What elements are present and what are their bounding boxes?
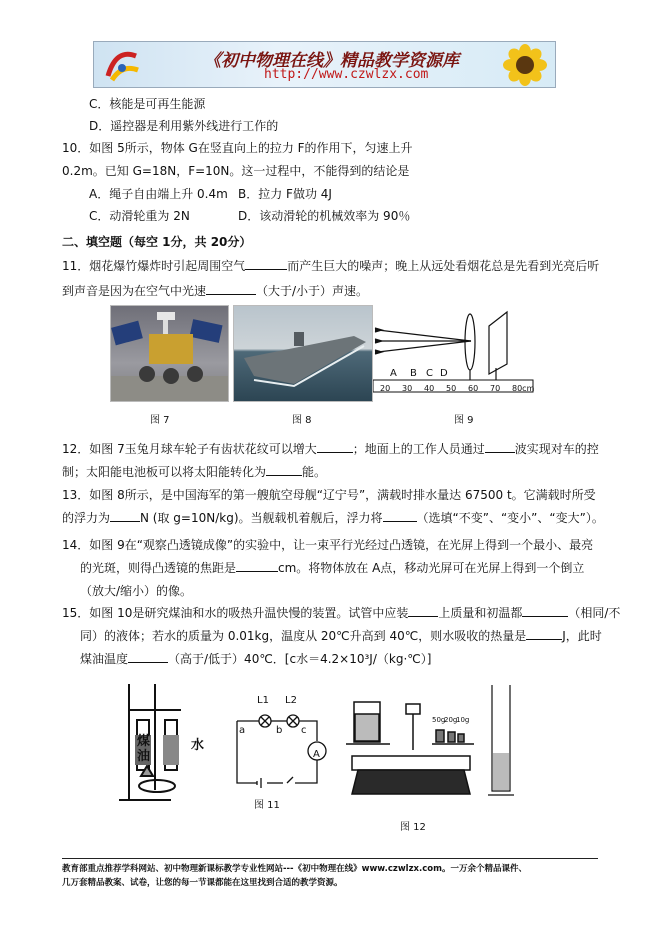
q12-text-2a: 制；太阳能电池板可以将太阳能转化为	[62, 465, 267, 479]
water-label: 水	[191, 738, 205, 753]
q11-text-2a: 到声音是因为在空气中光速	[62, 284, 207, 298]
header-banner	[93, 41, 556, 88]
site-logo-icon	[104, 46, 140, 84]
q12-text-2b: 能。	[302, 465, 327, 479]
q13-line2	[62, 510, 604, 526]
answer-blank[interactable]	[266, 464, 302, 476]
q9-option-c: C．核能是可再生能源	[89, 97, 206, 111]
answer-blank[interactable]	[236, 560, 278, 572]
node-c-label: c	[301, 725, 307, 736]
figure-7-caption: 图 7	[150, 415, 170, 426]
tick-label: 20	[380, 384, 391, 393]
footer-line2: 几万套精品教案、试卷，让您的每一节课都能在这里找到合适的教学资源。	[62, 878, 343, 888]
sunflower-icon	[498, 44, 552, 86]
q9-option-d: D．遥控器是利用紫外线进行工作的	[89, 119, 279, 133]
q10-stem-line1: 10．如图 5所示，物体 G在竖直向上的拉力 F的作用下，匀速上升	[62, 141, 413, 155]
answer-blank[interactable]	[128, 651, 168, 663]
tick-label: 80cm	[512, 384, 535, 393]
q15-line2	[80, 628, 602, 644]
weight-label-20g: 20g	[444, 716, 458, 724]
answer-blank[interactable]	[110, 510, 140, 522]
answer-blank[interactable]	[408, 605, 438, 617]
figure-11-caption: 图 11	[254, 800, 280, 811]
weight-label-10g: 10g	[456, 716, 470, 724]
q11-line2	[62, 283, 368, 299]
q14-line2	[80, 560, 584, 576]
q15-line3	[80, 651, 431, 667]
fig11-labels	[231, 695, 327, 799]
point-label-c: C	[426, 368, 433, 379]
tick-label: 40	[424, 384, 435, 393]
q12-text-1b: ；地面上的工作人员通过	[352, 442, 485, 456]
q15-text-2a: 同）的液体；若水的质量为 0.01kg，温度从 20℃升高到 40℃，则水吸收的热量是	[80, 629, 527, 643]
figure-12-balance-diagram	[346, 690, 476, 808]
q15-text-2b: J，此时	[562, 629, 602, 643]
tick-label: 60	[468, 384, 479, 393]
lamp-l1-label: L1	[257, 695, 269, 706]
q14-text-2a: 的光斑，则得凸透镜的焦距是	[80, 561, 237, 575]
q10-option-c: C．动滑轮重为 2N	[89, 209, 190, 223]
q12-line1	[62, 441, 599, 457]
q15-text-3b: （高于/低于）40℃．[c水＝4.2×10³J/（kg·℃）]	[168, 652, 432, 666]
section-heading-fill-blank: 二、填空题（每空 1分，共 20分）	[62, 235, 252, 249]
figure-8-aircraft-carrier-photo	[233, 305, 373, 402]
answer-blank[interactable]	[485, 441, 515, 453]
weight-label-50g: 50g	[432, 716, 446, 724]
ammeter-label: A	[313, 749, 320, 760]
q10-option-b: B．拉力 F做功 4J	[238, 187, 332, 201]
q13-text-2b: N (取 g=10N/kg)。当舰载机着舰后，浮力将	[140, 511, 383, 525]
q13-text-2a: 的浮力为	[62, 511, 111, 525]
tick-label: 50	[446, 384, 457, 393]
q10-option-a: A．绳子自由端上升 0.4m	[89, 187, 228, 201]
point-label-b: B	[410, 368, 417, 379]
q14-text-2b: cm。将物体放在 A点，移动光屏可在光屏上得到一个倒立	[278, 561, 585, 575]
answer-blank[interactable]	[383, 510, 417, 522]
q14-line3	[80, 583, 192, 599]
node-a-label: a	[239, 725, 246, 736]
figure-7-lunar-rover-photo	[110, 305, 229, 402]
q11-text-1b: 而产生巨大的噪声；晚上从远处看烟花总是先看到光亮后听	[287, 259, 600, 273]
kerosene-label: 煤油	[137, 734, 151, 764]
graduated-cylinder-icon	[484, 683, 518, 805]
q14-line1: 14．如图 9在“观察凸透镜成像”的实验中，让一束平行光经过凸透镜，在光屏上得到一个最小、最亮	[62, 538, 594, 552]
q13-text-2c: （选填“不变”、“变小”、“变大”）。	[416, 511, 604, 525]
q11-text-2b: （大于/小于）声速。	[256, 284, 369, 298]
answer-blank[interactable]	[206, 283, 256, 295]
footer-line1: 教育部重点推荐学科网站、初中物理新课标教学专业性网站---《初中物理在线》www.czwlzx.com。一万余个精品课件、	[62, 864, 527, 874]
point-label-d: D	[440, 368, 448, 379]
banner-url[interactable]: http://www.czwlzx.com	[264, 67, 429, 82]
q11-line1	[62, 258, 599, 274]
point-label-a: A	[390, 368, 397, 379]
figure-8-caption: 图 8	[292, 415, 312, 426]
tick-label: 30	[402, 384, 413, 393]
q12-text-1a: 12．如图 7玉兔月球车轮子有齿状花纹可以增大	[62, 442, 317, 456]
q15-text-1b: 上质量和初温都	[438, 606, 523, 620]
figure-10-heating-apparatus	[111, 680, 211, 805]
node-b-label: b	[276, 725, 283, 736]
q10-stem-line2: 0.2m。已知 G=18N，F=10N。这一过程中，不能得到的结论是	[62, 164, 410, 178]
lunar-rover-icon	[111, 306, 228, 401]
q10-option-d: D．该动滑轮的机械效率为 90％	[238, 209, 411, 223]
q11-text-1a: 11．烟花爆竹爆炸时引起周围空气	[62, 259, 246, 273]
q15-text-3a: 煤油温度	[80, 652, 129, 666]
tick-label: 70	[490, 384, 501, 393]
answer-blank[interactable]	[317, 441, 353, 453]
answer-blank[interactable]	[522, 605, 568, 617]
answer-blank[interactable]	[245, 258, 287, 270]
q12-line2	[62, 464, 326, 480]
q13-line1: 13．如图 8所示，是中国海军的第一艘航空母舰“辽宁号”，满载时排水量达 67500 t。它满载时所受	[62, 488, 596, 502]
figure-9-caption: 图 9	[454, 415, 474, 426]
banner-title: 《初中物理在线》精品教学资源库	[204, 51, 459, 71]
lamp-l2-label: L2	[285, 695, 297, 706]
q14-text-3: （放大/缩小）的像。	[80, 584, 193, 598]
q15-text-1c: （相同/不	[568, 606, 621, 620]
q15-text-1a: 15．如图 10是研究煤油和水的吸热升温快慢的装置。试管中应装	[62, 606, 409, 620]
q15-line1	[62, 605, 620, 621]
aircraft-carrier-icon	[234, 306, 372, 401]
figure-12-caption: 图 12	[400, 822, 426, 833]
q12-text-1c: 波实现对车的控	[514, 442, 599, 456]
answer-blank[interactable]	[526, 628, 562, 640]
footer-divider	[62, 858, 598, 859]
